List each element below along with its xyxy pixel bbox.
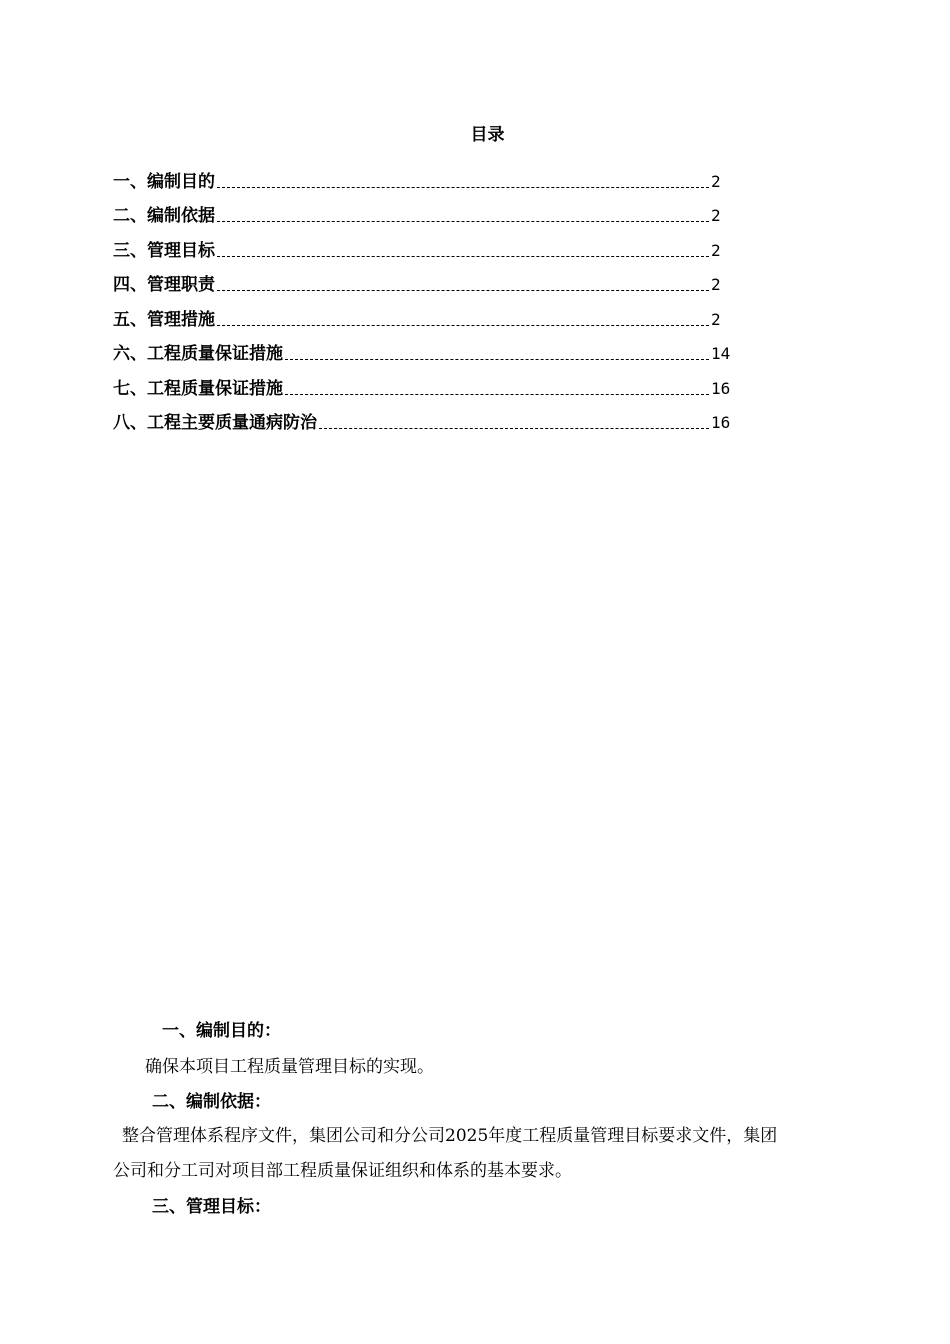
toc-entry[interactable] (113, 400, 733, 435)
section-text-basis-line1: 整合管理体系程序文件，集团公司和分公司2025年度工程质量管理目标要求文件，集团 (122, 1126, 778, 1146)
toc-entry[interactable] (113, 262, 733, 297)
toc-leader-line (285, 359, 709, 360)
toc-entry[interactable] (113, 296, 733, 331)
toc-entry-page: 2 (711, 171, 721, 191)
toc-entry-label: 四、管理职责 (113, 275, 215, 295)
toc-entry[interactable] (113, 365, 733, 400)
section-text-basis-line2: 公司和分工司对项目部工程质量保证组织和体系的基本要求。 (113, 1161, 572, 1181)
section-text-purpose: 确保本项目工程质量管理目标的实现。 (145, 1057, 434, 1077)
toc-entry-label: 八、工程主要质量通病防治 (113, 413, 317, 433)
toc-leader-line (217, 290, 709, 291)
toc-leader-line (217, 325, 709, 326)
toc-entry-label: 五、管理措施 (113, 309, 215, 330)
section-heading-basis: 二、编制依据： (152, 1092, 271, 1112)
toc-entry-label: 一、编制目的 (113, 171, 215, 192)
toc-leader-line (319, 428, 709, 429)
toc-entry-label: 二、编制依据 (113, 206, 215, 226)
toc-entry-page: 2 (711, 240, 721, 260)
toc-entry[interactable] (113, 227, 733, 262)
toc-leader-line (285, 394, 709, 395)
toc-entry-label: 六、工程质量保证措施 (113, 344, 283, 364)
table-of-contents (113, 158, 733, 434)
toc-entry[interactable] (113, 331, 733, 366)
toc-leader-line (217, 221, 709, 222)
toc-entry-label: 七、工程质量保证措施 (113, 378, 283, 399)
toc-entry-page: 2 (711, 275, 721, 294)
toc-entry-page: 16 (711, 378, 731, 398)
toc-entry-page: 16 (711, 413, 731, 432)
toc-entry[interactable] (113, 193, 733, 228)
toc-title: 目录 (470, 125, 505, 145)
toc-entry-page: 14 (711, 344, 731, 363)
toc-entry-page: 2 (711, 309, 721, 329)
toc-leader-line (217, 256, 709, 257)
toc-entry[interactable] (113, 158, 733, 193)
toc-leader-line (217, 187, 709, 188)
section-heading-goals: 三、管理目标： (152, 1197, 271, 1217)
toc-entry-label: 三、管理目标 (113, 240, 215, 261)
section-heading-purpose: 一、编制目的： (162, 1021, 281, 1041)
toc-entry-page: 2 (711, 206, 721, 225)
